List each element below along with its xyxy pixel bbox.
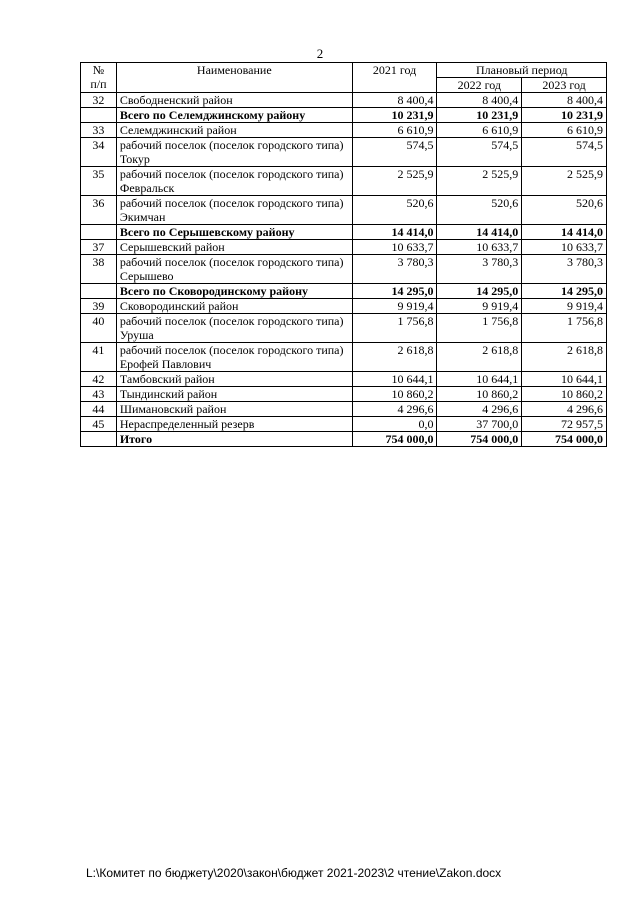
- value-2021: 14 295,0: [352, 284, 437, 299]
- table-body: [81, 93, 607, 447]
- value-2022: 10 231,9: [437, 108, 522, 123]
- table-row: [81, 240, 607, 255]
- row-number: 42: [81, 372, 117, 387]
- value-2021: 10 860,2: [352, 387, 437, 402]
- row-number: 34: [81, 138, 117, 167]
- value-2023: 2 618,8: [522, 343, 607, 372]
- table-row: [81, 123, 607, 138]
- value-2022: 10 644,1: [437, 372, 522, 387]
- row-name: Всего по Селемджинскому району: [116, 108, 352, 123]
- table-row: [81, 387, 607, 402]
- table-row: [81, 167, 607, 196]
- value-2023: 4 296,6: [522, 402, 607, 417]
- budget-table: [80, 62, 607, 447]
- header-name: Наименование: [116, 63, 352, 93]
- row-name: рабочий поселок (поселок городского типа) Февральск: [116, 167, 352, 196]
- row-number: 43: [81, 387, 117, 402]
- row-name: Серышевский район: [116, 240, 352, 255]
- value-2022: 8 400,4: [437, 93, 522, 108]
- value-2022: 14 295,0: [437, 284, 522, 299]
- row-number: 45: [81, 417, 117, 432]
- value-2021: 520,6: [352, 196, 437, 225]
- value-2023: 10 860,2: [522, 387, 607, 402]
- value-2021: 10 633,7: [352, 240, 437, 255]
- value-2022: 6 610,9: [437, 123, 522, 138]
- value-2023: 574,5: [522, 138, 607, 167]
- table-row: [81, 299, 607, 314]
- value-2022: 3 780,3: [437, 255, 522, 284]
- row-name: рабочий поселок (поселок городского типа) Токур: [116, 138, 352, 167]
- row-name: рабочий поселок (поселок городского типа) Экимчан: [116, 196, 352, 225]
- value-2022: 2 525,9: [437, 167, 522, 196]
- row-number: [81, 432, 117, 447]
- value-2023: 14 414,0: [522, 225, 607, 240]
- table-total-row: [81, 432, 607, 447]
- value-2023: 10 633,7: [522, 240, 607, 255]
- value-2022: 10 633,7: [437, 240, 522, 255]
- value-2022: 37 700,0: [437, 417, 522, 432]
- table-row: [81, 255, 607, 284]
- row-name: рабочий поселок (поселок городского типа) Ерофей Павлович: [116, 343, 352, 372]
- value-2021: 3 780,3: [352, 255, 437, 284]
- table-row: [81, 196, 607, 225]
- row-number: [81, 225, 117, 240]
- row-name: Всего по Серышевскому району: [116, 225, 352, 240]
- value-2021: 10 231,9: [352, 108, 437, 123]
- value-2021: 2 525,9: [352, 167, 437, 196]
- value-2022: 520,6: [437, 196, 522, 225]
- table-row: [81, 93, 607, 108]
- table-total-row: [81, 108, 607, 123]
- value-2023: 3 780,3: [522, 255, 607, 284]
- value-2023: 6 610,9: [522, 123, 607, 138]
- value-2023: 9 919,4: [522, 299, 607, 314]
- row-name: Тындинский район: [116, 387, 352, 402]
- value-2022: 574,5: [437, 138, 522, 167]
- value-2022: 1 756,8: [437, 314, 522, 343]
- header-planned-period: Плановый период: [437, 63, 607, 78]
- row-number: [81, 108, 117, 123]
- table-total-row: [81, 225, 607, 240]
- value-2021: 14 414,0: [352, 225, 437, 240]
- table-total-row: [81, 284, 607, 299]
- value-2023: 10 644,1: [522, 372, 607, 387]
- table-row: [81, 314, 607, 343]
- header-2022: 2022 год: [437, 78, 522, 93]
- header-2023: 2023 год: [522, 78, 607, 93]
- value-2021: 2 618,8: [352, 343, 437, 372]
- row-number: 36: [81, 196, 117, 225]
- table-row: [81, 372, 607, 387]
- value-2021: 1 756,8: [352, 314, 437, 343]
- value-2021: 4 296,6: [352, 402, 437, 417]
- file-path-footer: L:\Комитет по бюджету\2020\закон\бюджет 2021-2023\2 чтение\Zakon.docx: [86, 866, 502, 880]
- value-2022: 14 414,0: [437, 225, 522, 240]
- row-number: 33: [81, 123, 117, 138]
- value-2022: 9 919,4: [437, 299, 522, 314]
- row-number: 37: [81, 240, 117, 255]
- row-name: Сковородинский район: [116, 299, 352, 314]
- row-name: рабочий поселок (поселок городского типа) Серышево: [116, 255, 352, 284]
- value-2023: 520,6: [522, 196, 607, 225]
- row-number: 40: [81, 314, 117, 343]
- row-number: 39: [81, 299, 117, 314]
- header-2021: 2021 год: [352, 63, 437, 93]
- value-2022: 10 860,2: [437, 387, 522, 402]
- value-2023: 1 756,8: [522, 314, 607, 343]
- row-number: [81, 284, 117, 299]
- row-name: Тамбовский район: [116, 372, 352, 387]
- row-number: 38: [81, 255, 117, 284]
- value-2023: 72 957,5: [522, 417, 607, 432]
- value-2022: 4 296,6: [437, 402, 522, 417]
- row-number: 32: [81, 93, 117, 108]
- value-2022: 754 000,0: [437, 432, 522, 447]
- row-name: Всего по Сковородинскому району: [116, 284, 352, 299]
- table-row: [81, 402, 607, 417]
- value-2021: 6 610,9: [352, 123, 437, 138]
- row-name: Нераспределенный резерв: [116, 417, 352, 432]
- row-name: Свободненский район: [116, 93, 352, 108]
- value-2023: 754 000,0: [522, 432, 607, 447]
- row-number: 44: [81, 402, 117, 417]
- value-2021: 10 644,1: [352, 372, 437, 387]
- table-row: [81, 417, 607, 432]
- row-number: 35: [81, 167, 117, 196]
- row-name: Итого: [116, 432, 352, 447]
- table-row: [81, 343, 607, 372]
- table-row: [81, 138, 607, 167]
- value-2021: 8 400,4: [352, 93, 437, 108]
- value-2023: 14 295,0: [522, 284, 607, 299]
- value-2023: 8 400,4: [522, 93, 607, 108]
- value-2021: 0,0: [352, 417, 437, 432]
- row-name: Селемджинский район: [116, 123, 352, 138]
- value-2023: 10 231,9: [522, 108, 607, 123]
- row-number: 41: [81, 343, 117, 372]
- row-name: Шимановский район: [116, 402, 352, 417]
- page-number: 2: [316, 46, 324, 61]
- value-2021: 9 919,4: [352, 299, 437, 314]
- header-num: № п/п: [81, 63, 117, 93]
- row-name: рабочий поселок (поселок городского типа) Уруша: [116, 314, 352, 343]
- value-2021: 754 000,0: [352, 432, 437, 447]
- value-2022: 2 618,8: [437, 343, 522, 372]
- value-2023: 2 525,9: [522, 167, 607, 196]
- value-2021: 574,5: [352, 138, 437, 167]
